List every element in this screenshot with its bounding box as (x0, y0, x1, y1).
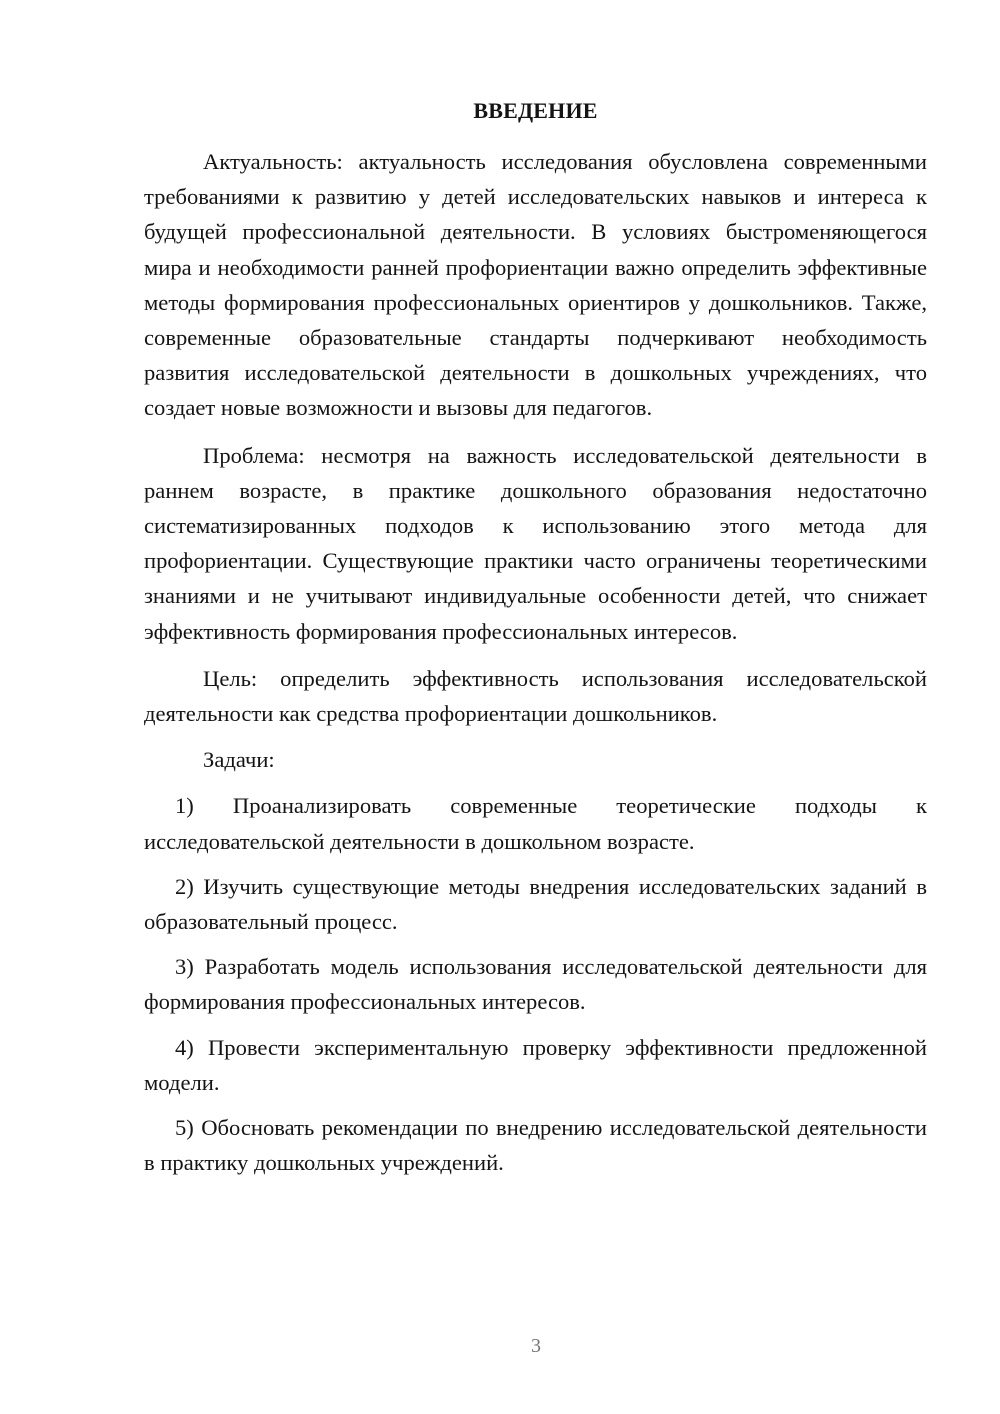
problem-paragraph: Проблема: несмотря на важность исследовательской деятельности в раннем возрасте, в практике дошкольного образования недостаточно систематизированных подходов к использованию этого метода для профориентации. Существующие практики часто ограничены теоретическими знаниями и не учитывают индивидуальные особенности детей, что снижает эффективность формирования профессиональных интересов. (144, 442, 927, 644)
task-item-5: 5) Обосновать рекомендации по внедрению исследовательской деятельности в практику дошкольных учреждений. (144, 1115, 927, 1176)
page-number: 3 (531, 1335, 541, 1357)
page-title: ВВЕДЕНИЕ (473, 98, 598, 123)
relevance-paragraph: Актуальность: актуальность исследования обусловлена современными требованиями к развитию у детей исследовательских навыков и интереса к будущей профессиональной деятельности. В условиях быстроменяющегося мира и необходимости ранней профориентации важно определить эффективные методы формирования профессиональных ориентиров у дошкольников. Также, современные образовательные стандарты подчеркивают необходимость развития исследовательской деятельности в дошкольных учреждениях, что создает новые возможности и вызовы для педагогов. (144, 149, 927, 421)
page-content (144, 96, 927, 1180)
tasks-label: Задачи: (203, 747, 275, 773)
task-item-1: 1) Проанализировать современные теоретические подходы к исследовательской деятельности в дошкольном возрасте. (144, 793, 927, 854)
tasks-list (144, 788, 927, 1180)
task-item-2: 2) Изучить существующие методы внедрения исследовательских заданий в образовательный процесс. (144, 873, 927, 935)
task-item-4: 4) Провести экспериментальную проверку эффективности предложенной модели. (144, 1034, 927, 1095)
task-item-3: 3) Разработать модель использования исследовательской деятельности для формирования профессиональных интересов. (144, 954, 927, 1015)
goal-paragraph: Цель: определить эффективность использования исследовательской деятельности как средства профориентации дошкольников. (144, 665, 927, 727)
